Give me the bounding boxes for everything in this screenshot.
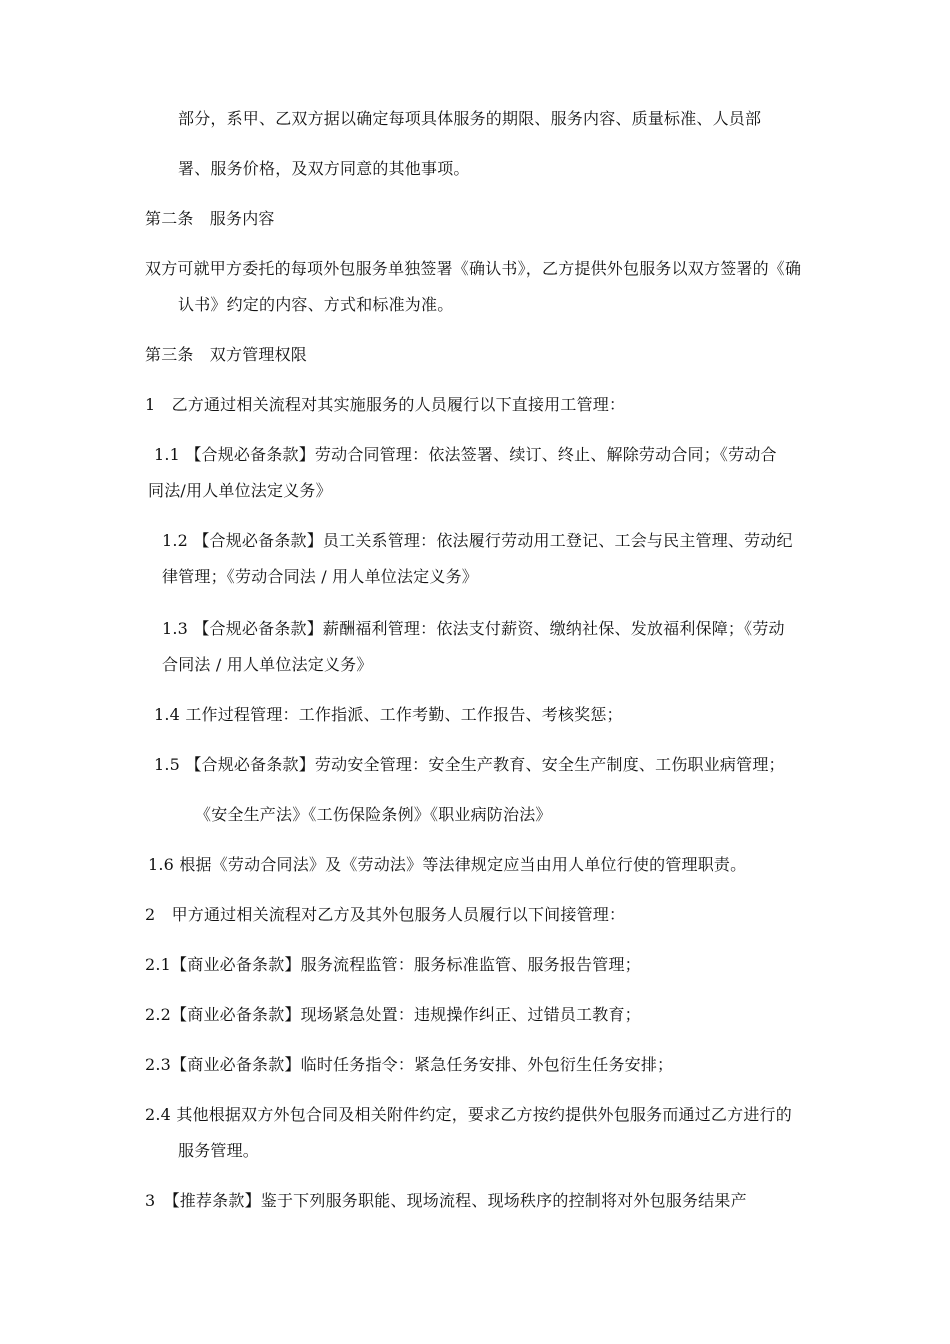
- list-item-continuation: 《安全生产法》《工伤保险条例》《职业病防治法》: [195, 805, 552, 824]
- list-item: 2.1【商业必备条款】服务流程监管：服务标准监管、服务报告管理；: [145, 955, 641, 974]
- list-item: 2.4 其他根据双方外包合同及相关附件约定，要求乙方按约提供外包服务而通过乙方进行的: [145, 1105, 792, 1124]
- paragraph-line: 双方可就甲方委托的每项外包服务单独签署《确认书》，乙方提供外包服务以双方签署的《确: [145, 259, 802, 278]
- list-item: 1.1 【合规必备条款】劳动合同管理：依法签署、续订、终止、解除劳动合同；《劳动合: [154, 445, 777, 464]
- list-item: 3 【推荐条款】鉴于下列服务职能、现场流程、现场秩序的控制将对外包服务结果产: [145, 1191, 747, 1210]
- list-item: 1.6 根据《劳动合同法》及《劳动法》等法律规定应当由用人单位行使的管理职责。: [148, 855, 747, 874]
- list-item-continuation: 服务管理。: [178, 1141, 260, 1160]
- list-item-continuation: 合同法 / 用人单位法定义务》: [162, 655, 373, 674]
- list-item-continuation: 同法/用人单位法定义务》: [148, 481, 332, 500]
- list-item: 2.2【商业必备条款】现场紧急处置：违规操作纠正、过错员工教育；: [145, 1005, 641, 1024]
- list-item: 1.5 【合规必备条款】劳动安全管理：安全生产教育、安全生产制度、工伤职业病管理；: [154, 755, 785, 774]
- list-item: 2 甲方通过相关流程对乙方及其外包服务人员履行以下间接管理：: [145, 905, 626, 924]
- list-item: 1.3 【合规必备条款】薪酬福利管理：依法支付薪资、缴纳社保、发放福利保障；《劳动: [162, 619, 785, 638]
- paragraph-line: 认书》约定的内容、方式和标准为准。: [178, 295, 454, 314]
- list-item: 1 乙方通过相关流程对其实施服务的人员履行以下直接用工管理：: [145, 395, 626, 414]
- list-item: 2.3【商业必备条款】临时任务指令：紧急任务安排、外包衍生任务安排；: [145, 1055, 674, 1074]
- paragraph-line: 部分，系甲、乙双方据以确定每项具体服务的期限、服务内容、质量标准、人员部: [178, 109, 762, 128]
- paragraph-line: 署、服务价格，及双方同意的其他事项。: [178, 159, 470, 178]
- section-heading: 第二条 服务内容: [145, 209, 275, 228]
- list-item-continuation: 律管理；《劳动合同法 / 用人单位法定义务》: [162, 567, 478, 586]
- list-item: 1.4 工作过程管理：工作指派、工作考勤、工作报告、考核奖惩；: [154, 705, 623, 724]
- section-heading: 第三条 双方管理权限: [145, 345, 308, 364]
- list-item: 1.2 【合规必备条款】员工关系管理：依法履行劳动用工登记、工会与民主管理、劳动纪: [162, 531, 793, 550]
